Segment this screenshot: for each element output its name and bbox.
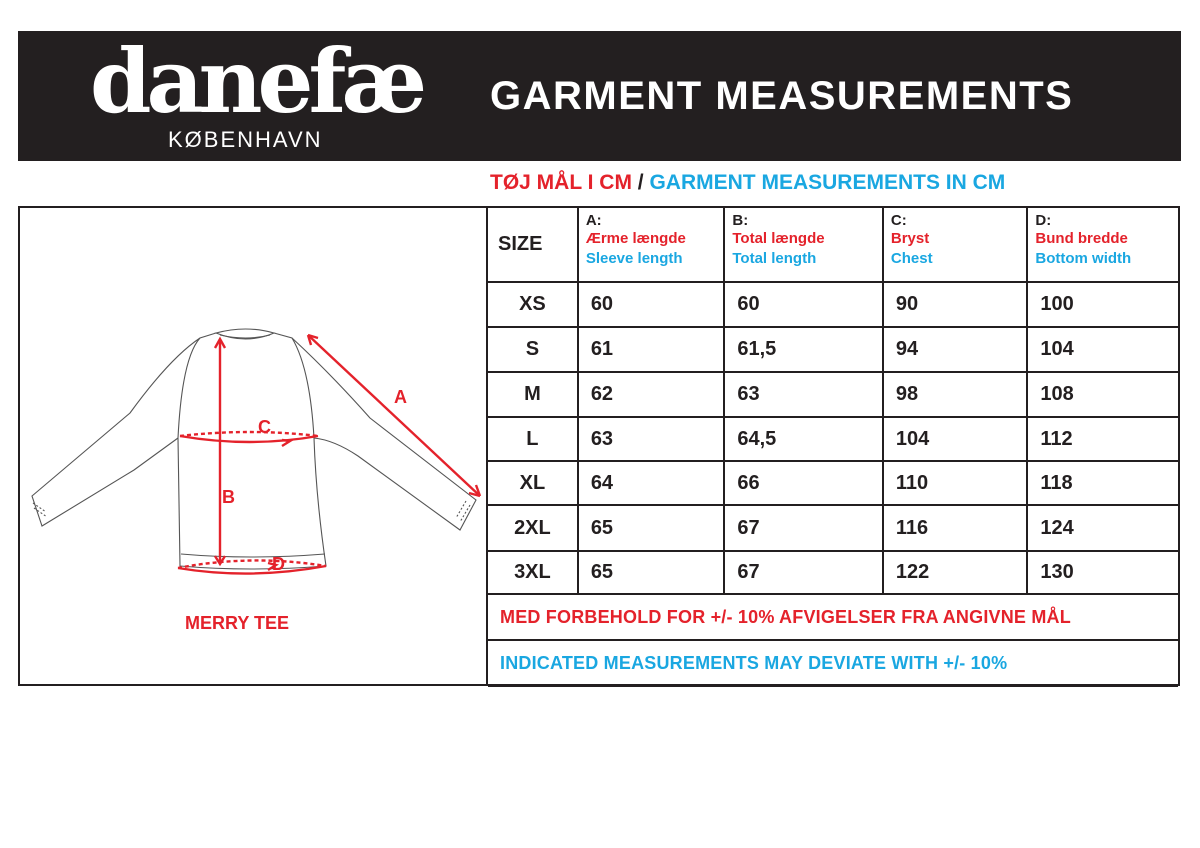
label-b: B: [222, 487, 235, 507]
bottom-width-cell: 130: [1027, 551, 1178, 594]
table-row: [488, 372, 1178, 417]
column-letter: D:: [1035, 212, 1052, 229]
bottom-width-cell: 124: [1027, 505, 1178, 551]
table-row: [488, 327, 1178, 372]
column-label-danish: Bund bredde: [1035, 230, 1128, 247]
size-cell: XL: [488, 461, 578, 505]
chest-cell: 90: [883, 282, 1028, 327]
subheader-danish: TØJ MÅL I CM: [490, 171, 632, 194]
table-row: [488, 551, 1178, 594]
subheader: [490, 170, 1005, 196]
tee-right-sleeve: [292, 338, 476, 530]
bottom-width-cell: 118: [1027, 461, 1178, 505]
chest-cell: 94: [883, 327, 1028, 372]
tee-hem: [181, 554, 325, 557]
measure-line-d-back: [178, 560, 326, 568]
total-length-cell: 63: [724, 372, 883, 417]
total-length-cell: 66: [724, 461, 883, 505]
column-header-c: [883, 208, 1028, 282]
chest-cell: 110: [883, 461, 1028, 505]
column-letter: A:: [585, 212, 602, 229]
sleeve-length-cell: 62: [578, 372, 725, 417]
brand-logo: danefæ: [90, 29, 423, 133]
sleeve-length-cell: 63: [578, 417, 725, 461]
column-label-english: Sleeve length: [585, 250, 683, 267]
column-letter: C:: [890, 212, 907, 229]
sleeve-length-cell: 65: [578, 551, 725, 594]
tee-right-cuff-stitch: [456, 501, 470, 522]
note-row-english: [488, 640, 1178, 686]
label-c: C: [258, 417, 271, 437]
column-header-b: [724, 208, 883, 282]
column-label-english: Bottom width: [1035, 250, 1132, 267]
table-header-row: [488, 208, 1178, 282]
column-header-d: [1027, 208, 1178, 282]
brand-subtitle: KØBENHAVN: [168, 127, 323, 152]
size-cell: L: [488, 417, 578, 461]
table-row: [488, 505, 1178, 551]
subheader-separator: /: [631, 171, 650, 194]
disclaimer-english: INDICATED MEASUREMENTS MAY DEVIATE WITH +/- 10%: [488, 640, 1178, 686]
size-cell: 2XL: [488, 505, 578, 551]
column-letter: B:: [732, 212, 749, 229]
product-name: MERRY TEE: [185, 613, 290, 633]
measure-line-a: [308, 335, 480, 496]
page-title: GARMENT MEASUREMENTS: [490, 74, 1074, 118]
label-a: A: [394, 387, 407, 407]
column-label-english: Total length: [732, 250, 817, 267]
column-label-danish: Bryst: [890, 230, 930, 247]
subheader-english: GARMENT MEASUREMENTS IN CM: [649, 171, 1006, 194]
sleeve-length-cell: 64: [578, 461, 725, 505]
table-row: [488, 461, 1178, 505]
chest-cell: 122: [883, 551, 1028, 594]
bottom-width-cell: 112: [1027, 417, 1178, 461]
sleeve-length-cell: 61: [578, 327, 725, 372]
chest-cell: 104: [883, 417, 1028, 461]
bottom-width-cell: 104: [1027, 327, 1178, 372]
chest-cell: 98: [883, 372, 1028, 417]
tee-body-outline: [178, 333, 326, 569]
column-label-danish: Ærme længde: [585, 230, 686, 247]
size-cell: XS: [488, 282, 578, 327]
sleeve-length-cell: 65: [578, 505, 725, 551]
table-row: [488, 417, 1178, 461]
column-label-english: Chest: [890, 250, 933, 267]
size-column-header: SIZE: [488, 208, 578, 282]
size-cell: M: [488, 372, 578, 417]
measurement-table: [488, 208, 1178, 687]
tee-left-sleeve: [32, 338, 200, 526]
header-banner: [18, 31, 1181, 161]
column-label-danish: Total længde: [732, 230, 825, 247]
measurement-frame: [18, 206, 1180, 686]
measure-line-c-back: [180, 432, 318, 436]
total-length-cell: 67: [724, 551, 883, 594]
disclaimer-danish: MED FORBEHOLD FOR +/- 10% AFVIGELSER FRA ANGIVNE MÅL: [488, 594, 1178, 640]
tee-collar-inner: [220, 335, 270, 338]
bottom-width-cell: 108: [1027, 372, 1178, 417]
column-header-a: [578, 208, 725, 282]
measure-arrow-c: [282, 440, 290, 446]
bottom-width-cell: 100: [1027, 282, 1178, 327]
note-row-danish: [488, 594, 1178, 640]
garment-illustration-panel: [20, 208, 488, 684]
total-length-cell: 67: [724, 505, 883, 551]
size-cell: S: [488, 327, 578, 372]
total-length-cell: 61,5: [724, 327, 883, 372]
total-length-cell: 60: [724, 282, 883, 327]
total-length-cell: 64,5: [724, 417, 883, 461]
chest-cell: 116: [883, 505, 1028, 551]
label-d: D: [272, 554, 285, 574]
table-row: [488, 282, 1178, 327]
sleeve-length-cell: 60: [578, 282, 725, 327]
measure-line-c: [180, 436, 318, 442]
size-cell: 3XL: [488, 551, 578, 594]
